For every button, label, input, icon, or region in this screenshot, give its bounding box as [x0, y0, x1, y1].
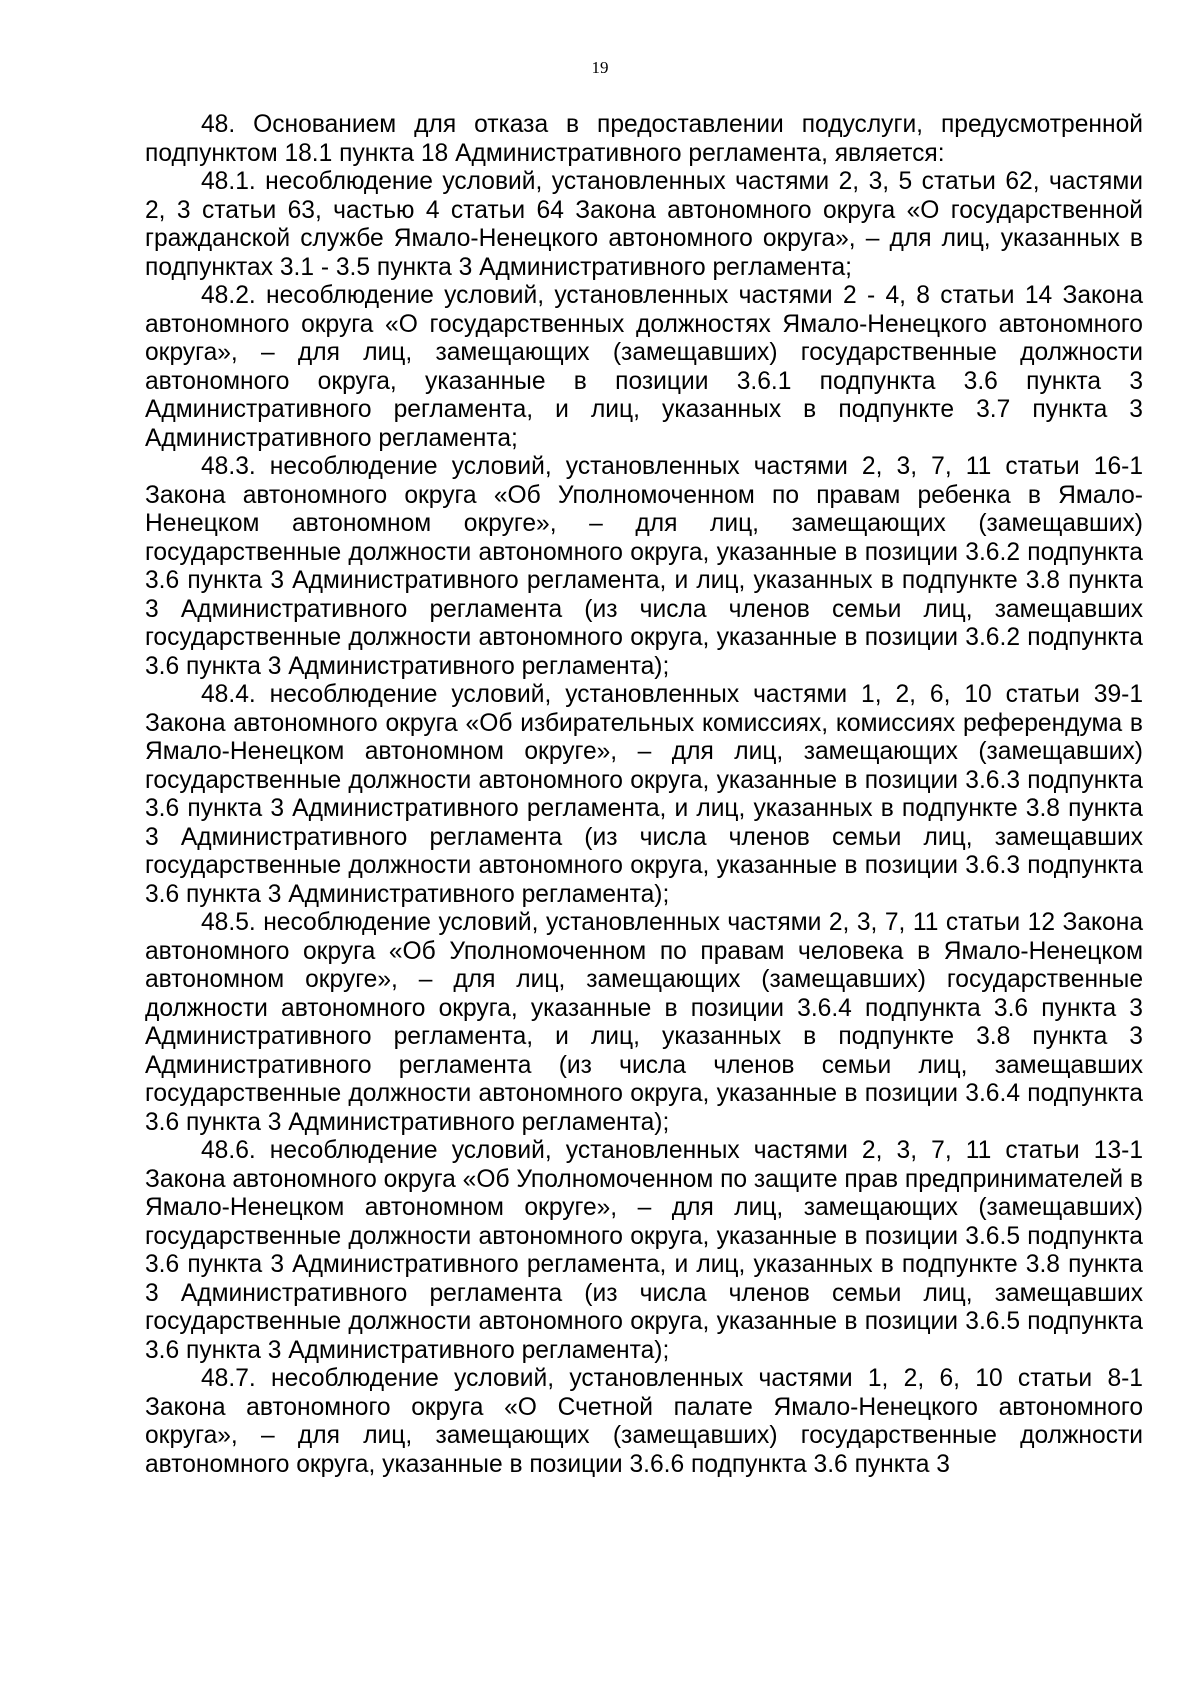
- paragraph-48-1: 48.1. несоблюдение условий, установленных частями 2, 3, 5 статьи 62, частями 2, 3 статьи 63, частью 4 статьи 64 Закона автономного округа «О государственной гражданской службе Ямало-Ненецкого автономного округа», – для лиц, указанных в подпунктах 3.1 - 3.5 пункта 3 Административного регламента;: [145, 168, 1143, 281]
- paragraph-48-2: 48.2. несоблюдение условий, установленных частями 2 - 4, 8 статьи 14 Закона автономного округа «О государственных должностях Ямало-Ненецкого автономного округа», – для лиц, замещающих (замещавших) государственные должности автономного округа, указанные в позиции 3.6.1 подпункта 3.6 пункта 3 Административного регламента, и лиц, указанных в подпункте 3.7 пункта 3 Административного регламента;: [145, 282, 1143, 452]
- paragraph-48-4: 48.4. несоблюдение условий, установленных частями 1, 2, 6, 10 статьи 39-1 Закона автономного округа «Об избирательных комиссиях, комиссиях референдума в Ямало-Ненецком автономном округе», – для лиц, замещающих (замещавших) государственные должности автономного округа, указанные в позиции 3.6.3 подпункта 3.6 пункта 3 Административного регламента, и лиц, указанных в подпункте 3.8 пункта 3 Административного регламента (из числа членов семьи лиц, замещавших государственные должности автономного округа, указанные в позиции 3.6.3 подпункта 3.6 пункта 3 Административного регламента);: [145, 681, 1143, 908]
- paragraph-48-7: 48.7. несоблюдение условий, установленных частями 1, 2, 6, 10 статьи 8-1 Закона автономного округа «О Счетной палате Ямало-Ненецкого автономного округа», – для лиц, замещающих (замещавших) государственные должности автономного округа, указанные в позиции 3.6.6 подпункта 3.6 пункта 3: [145, 1365, 1143, 1478]
- paragraph-48-5: 48.5. несоблюдение условий, установленных частями 2, 3, 7, 11 статьи 12 Закона автономного округа «Об Уполномоченном по правам человека в Ямало-Ненецком автономном округе», – для лиц, замещающих (замещавших) государственные должности автономного округа, указанные в позиции 3.6.4 подпункта 3.6 пункта 3 Административного регламента, и лиц, указанных в подпункте 3.8 пункта 3 Административного регламента (из числа членов семьи лиц, замещавших государственные должности автономного округа, указанные в позиции 3.6.4 подпункта 3.6 пункта 3 Административного регламента);: [145, 909, 1143, 1136]
- paragraph-48: 48. Основанием для отказа в предоставлении подуслуги, предусмотренной подпунктом 18.1 пункта 18 Административного регламента, является:: [145, 111, 1143, 167]
- paragraph-48-3: 48.3. несоблюдение условий, установленных частями 2, 3, 7, 11 статьи 16-1 Закона автономного округа «Об Уполномоченном по правам ребенка в Ямало-Ненецком автономном округе», – для лиц, замещающих (замещавших) государственные должности автономного округа, указанные в позиции 3.6.2 подпункта 3.6 пункта 3 Административного регламента, и лиц, указанных в подпункте 3.8 пункта 3 Административного регламента (из числа членов семьи лиц, замещавших государственные должности автономного округа, указанные в позиции 3.6.2 подпункта 3.6 пункта 3 Административного регламента);: [145, 453, 1143, 680]
- page-number: 19: [591, 58, 609, 77]
- document-body: [145, 111, 1143, 1479]
- paragraph-48-6: 48.6. несоблюдение условий, установленных частями 2, 3, 7, 11 статьи 13-1 Закона автономного округа «Об Уполномоченном по защите прав предпринимателей в Ямало-Ненецком автономном округе», – для лиц, замещающих (замещавших) государственные должности автономного округа, указанные в позиции 3.6.5 подпункта 3.6 пункта 3 Административного регламента, и лиц, указанных в подпункте 3.8 пункта 3 Административного регламента (из числа членов семьи лиц, замещавших государственные должности автономного округа, указанные в позиции 3.6.5 подпункта 3.6 пункта 3 Административного регламента);: [145, 1137, 1144, 1364]
